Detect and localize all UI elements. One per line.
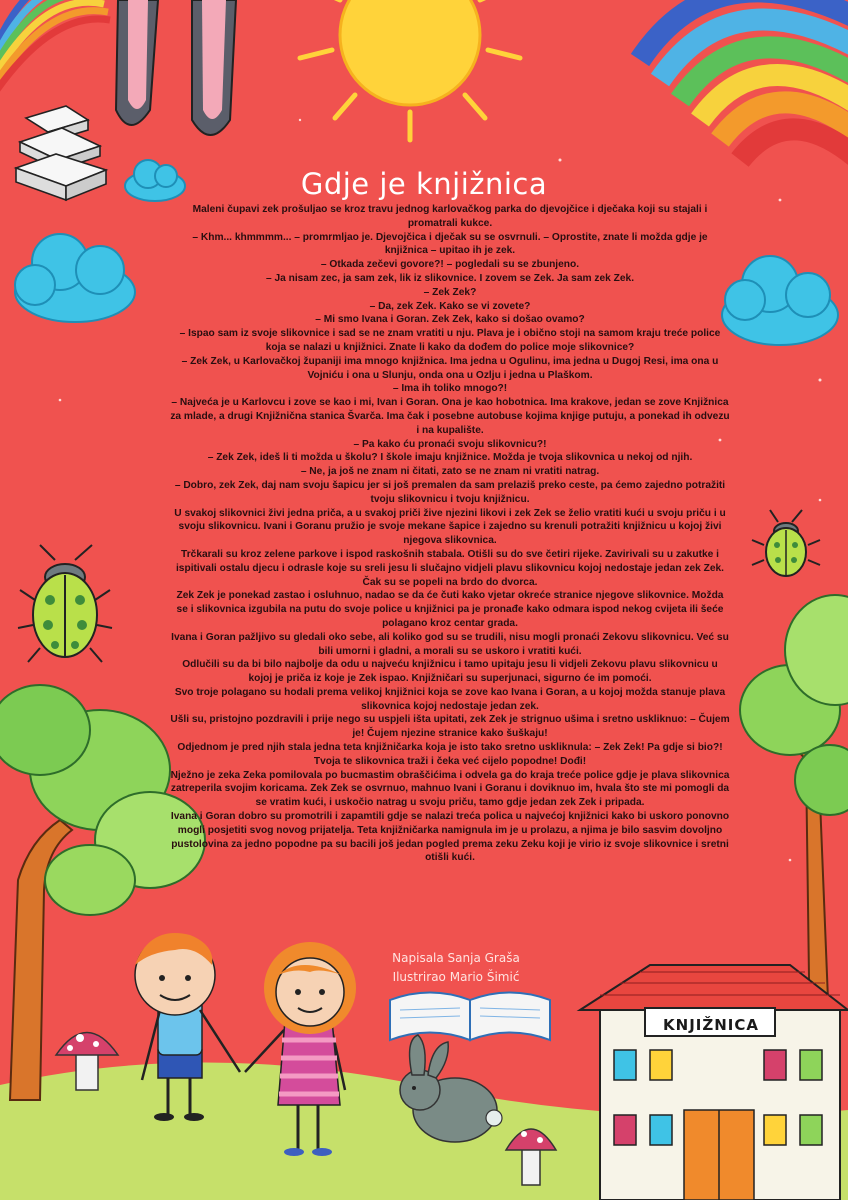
rainbow-right-icon xyxy=(640,0,848,180)
bunny-ears-icon xyxy=(116,0,236,135)
rainbow-left-icon xyxy=(0,0,110,100)
story-paragraph: – Zek Zek, u Karlovačkoj županiji ima mnogo knjižnica. Ima jedna u Ogulinu, ima jedna u Dugoj Resi, ima ona u Vojniću i ona u Slunju, onda ona u Ozlju i jedna u Plaškom. xyxy=(181,355,719,381)
story-paragraph: – Otkada zečevi govore?! – pogledali su se zbunjeno. xyxy=(320,259,580,271)
sun-icon xyxy=(300,0,520,140)
story-paragraph: Trčkarali su kroz zelene parkove i ispod raskošnih stabala. Otišli su do sve četiri rijeke. Zavirivali su u zakutke i ispitivali ostalu djecu i odrasle koje su sreli jesu li slučajno vidjeli plavu slikovnicu kojoj nedostaje jedan zek Zek. Čak su se popeli na brdo do dvorca. xyxy=(175,548,725,588)
story-paragraph: – Pa kako ću pronaći svoju slikovnicu?! xyxy=(353,438,547,450)
story-paragraph: Svo troje polagano su hodali prema velikoj knjižnici koja se zove kao Ivana i Goran, a u kojoj možda stanuje plava slikovnica kojoj nedostaje jedan zek. xyxy=(174,686,726,712)
illustrator-credit: Ilustrirao Mario Šimić xyxy=(392,970,520,984)
story-paragraph: – Ne, ja još ne znam ni čitati, zato se ne znam ni vratiti natrag. xyxy=(300,466,600,478)
story-paragraph: – Khm... khmmmm... – promrmljao je. Djevojčica i dječak su se osvrnuli. – Oprostite, znate li možda gdje je knjižnica – upitao ih je zek. xyxy=(192,231,708,257)
library-sign: KNJIŽNICA xyxy=(663,1016,759,1034)
author-credit: Napisala Sanja Graša xyxy=(392,951,520,965)
story-paragraph: Zek Zek je ponekad zastao i osluhnuo, nadao se da će čuti kako vjetar okreće stranice njegove slikovnice. Možda se i slikovnica izgubila na putu do svoje police u knjižnici pa je pronađe kako odmara ispod nekog cvijeta ili šeće polagano kroz centar grada. xyxy=(176,590,724,629)
library-building-icon xyxy=(580,965,848,1200)
story-paragraph: – Zek Zek, ideš li ti možda u školu? I škole imaju knjižnice. Možda je tvoja slikovnica u nekoj od njih. xyxy=(207,452,693,464)
story-paragraph: Ivana i Goran pažljivo su gledali oko sebe, ali koliko god su se trudili, nisu mogli pronaći Zekovu slikovnicu. Već su bili umorni i gladni, a morali su se uskoro i vratiti kući. xyxy=(171,631,729,657)
story-paragraph: – Ja nisam zec, ja sam zek, lik iz slikovnice. I zovem se Zek. Ja sam zek Zek. xyxy=(265,272,635,284)
story-paragraph: Odjednom je pred njih stala jedna teta knjižničarka koja je isto tako sretno uskliknula: – Zek Zek! Pa gdje si bio?! Tvoja te slikovnica traži i čeka već cijelo popodne! Dođi! xyxy=(177,742,723,767)
cloud-icon xyxy=(722,256,838,345)
story-paragraph: – Ispao sam iz svoje slikovnice i sad se ne znam vratiti u nju. Plava je i obično stoji na samom kraju treće police koja se nalazi u knjižnici. Znate li kako da dođem do police moje slikovnice? xyxy=(179,328,721,353)
open-book-icon xyxy=(390,993,550,1041)
story-paragraph: – Da, zek Zek. Kako se vi zovete? xyxy=(369,300,531,312)
story-paragraph: – Ima ih toliko mnogo?! xyxy=(392,383,508,395)
story-paragraph: – Zek Zek? xyxy=(423,286,477,298)
story-paragraph: – Dobro, zek Zek, daj nam svoju šapicu jer si još premalen da sam prelaziš preko ceste, pa ćemo zajedno potražiti tvoju slikovnicu i tvoju knjižnicu. xyxy=(174,479,726,505)
story-paragraph: Maleni čupavi zek prošuljao se kroz travu jednog karlovačkog parka do djevojčice i dječaka koji su stajali i promatrali kukce. xyxy=(192,204,708,229)
beetle-right-icon xyxy=(752,510,820,576)
page-title: Gdje je knjižnica xyxy=(300,167,548,202)
story-paragraph: – Najveća je u Karlovcu i zove se kao i mi, Ivan i Goran. Ona je kao hobotnica. Ima krakove, jedan se zove Knjižnica za mlade, a drugi Knjižnična stanica Švarča. Ima čak i posebne autobuse kojima knjige putuju, a ponekad ih odvezu i na kupalište. xyxy=(170,397,730,436)
cloud-icon xyxy=(15,234,135,322)
story-paragraph: U svakoj slikovnici živi jedna priča, a u svakoj priči žive njezini likovi i zek Zek se želio vratiti kući u svoju priču i u svoju slikovnicu. Ivani i Goranu pružio je svoje mekane šapice i zajedno su krenuli potražiti knjižnicu u kojoj živi njegova slikovnica. xyxy=(174,507,726,547)
credits xyxy=(376,949,536,987)
story-paragraph: Ivana i Goran dobro su promotrili i zapamtili gdje se nalazi treća polica u najvećoj knjižnici kako bi uskoro ponovno mogli posjetiti svog novog prijatelja. Teta knjižničarka namignula im je u prolazu, a njima je bilo sasvim dovoljno pustolovina za jedno popodne pa su bacili još jedan pogled prema zeku Zeku koji je virio iz svoje slikovnice i sretni otišli kući. xyxy=(170,811,730,864)
beetle-left-icon xyxy=(18,545,112,662)
story-paragraph: Nježno je zeka Zeka pomilovala po bucmastim obraščićima i odvela ga do kraja treće police gdje je plava slikovnica zatreperila svojim koricama. Zek Zek se osvrnuo, mahnuo Ivani i Goranu i doviknuo im, hvala što ste mi pomogli da se vratim kući, i uskočio natrag u svoju priču, tamo gdje jedan zek Zek i pripada. xyxy=(170,769,730,809)
story-text xyxy=(170,203,730,865)
story-paragraph: Ušli su, pristojno pozdravili i prije nego su uspjeli išta upitati, zek Zek je strignuo ušima i sretno uskliknuo: – Čujem je! Čujem njezine stranice kako šuškaju! xyxy=(170,714,730,740)
story-paragraph: – Mi smo Ivana i Goran. Zek Zek, kako si došao ovamo? xyxy=(315,314,585,326)
story-paragraph: Odlučili su da bi bilo najbolje da odu u najveću knjižnicu i tamo upitaju jesu li vidjeli Zekovu plavu slikovnicu u kojoj je priča iz koje je Zek ispao. Knjižničari su superjunaci, sigurno će im pomoći. xyxy=(182,659,718,685)
